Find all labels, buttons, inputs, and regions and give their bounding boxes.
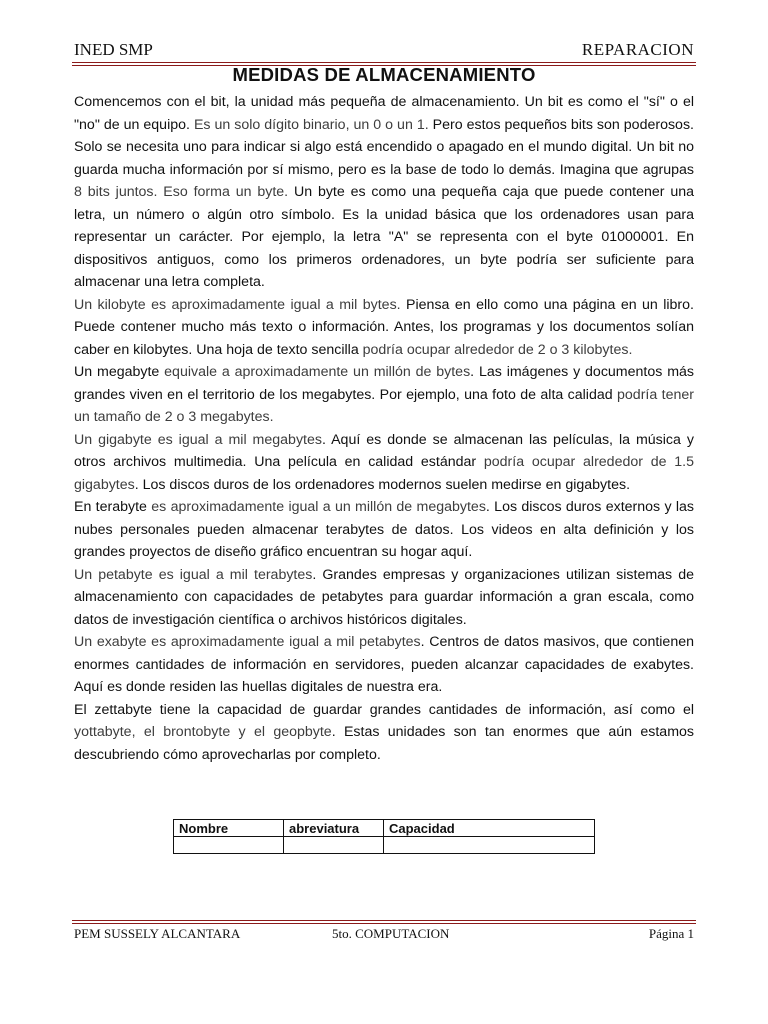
highlighted-phrase: es aproximadamente igual a un millón de megabytes: [151, 499, 486, 515]
table-header-row: [174, 820, 595, 837]
body-paragraph: [74, 294, 694, 362]
text-segment: Piensa en ello como una página en un libro. Puede contener mucho más texto o información. Antes, los programas y los documentos solían caber en kilobytes. Una hoja de texto sencilla: [74, 296, 694, 358]
footer-rule-thin: [72, 923, 696, 924]
header-course: REPARACION: [581, 40, 694, 59]
table-cell[interactable]: [384, 837, 595, 854]
footer-rule: [72, 920, 696, 921]
text-segment: Comencemos con el bit, la unidad más pequeña de almacenamiento. Un bit es como el "sí" o el "no" de un equipo.: [74, 94, 694, 133]
document-body: [74, 91, 694, 766]
table-header-capacidad: Capacidad: [384, 820, 595, 837]
body-paragraph: [74, 564, 694, 632]
footer-page-number: Página 1: [648, 926, 694, 941]
text-segment: Un megabyte: [74, 364, 165, 380]
text-segment: En terabyte: [74, 499, 152, 515]
table-header-nombre: Nombre: [174, 820, 284, 837]
footer-grade: 5to. COMPUTACION: [332, 926, 450, 941]
text-segment: . Los discos duros externos y las nubes personales pueden almacenar terabytes de datos. Los videos en alta definición y los grandes proyectos de diseño gráfico encuentran su hogar aquí.: [74, 499, 694, 560]
table-cell[interactable]: [174, 837, 284, 854]
body-paragraph: [74, 699, 694, 767]
page-footer: [74, 926, 694, 946]
highlighted-phrase: Un kilobyte es aproximadamente igual a mil bytes.: [74, 296, 401, 313]
highlighted-phrase: Un gigabyte es igual a mil megabytes: [74, 431, 322, 448]
text-segment: . Estas unidades son tan enormes que aún estamos descubriendo cómo aprovecharlas por completo.: [74, 724, 694, 763]
body-paragraph: [74, 496, 694, 564]
highlighted-phrase: podría ocupar alrededor de 2 o 3 kilobytes.: [362, 341, 633, 358]
highlighted-phrase: podría ocupar alrededor de 1.5 gigabytes: [74, 454, 694, 493]
body-paragraph: [74, 429, 694, 497]
units-table: [173, 819, 595, 854]
document-title: MEDIDAS DE ALMACENAMIENTO: [232, 64, 536, 85]
highlighted-phrase: 8 bits juntos. Eso forma un byte.: [74, 184, 289, 200]
highlighted-phrase: podría tener un tamaño de 2 o 3 megabytes.: [74, 386, 694, 425]
text-segment: . Centros de datos masivos, que contienen enormes cantidades de información en servidores, pueden alcanzar capacidades de exabytes. Aquí es donde residen las huellas digitales de nuestra era.: [74, 634, 694, 695]
text-segment: Un byte es como una pequeña caja que puede contener una letra, un número o algún otro símbolo. Es la unidad básica que los ordenadores usan para representar un carácter. Por ejemplo, la letra "A" se representa con el byte 01000001. En dispositivos antiguos, como los primeros ordenadores, un byte podría ser suficiente para almacenar una letra completa.: [74, 184, 694, 290]
header-institution: INED SMP: [74, 40, 153, 59]
highlighted-phrase: equivale a aproximadamente un millón de bytes: [164, 364, 471, 380]
table-cell[interactable]: [284, 837, 384, 854]
highlighted-phrase: Un petabyte es igual a mil terabytes: [74, 566, 313, 583]
text-segment: . Aquí es donde se almacenan las películas, la música y otros archivos multimedia. Una película en calidad estándar: [74, 431, 694, 470]
text-segment: . Los discos duros de los ordenadores modernos suelen medirse en gigabytes.: [134, 476, 631, 493]
page-header: [74, 40, 694, 64]
text-segment: . Las imágenes y documentos más grandes viven en el territorio de los megabytes. Por ejemplo, una foto de alta calidad: [74, 364, 694, 403]
text-segment: El zettabyte tiene la capacidad de guardar grandes cantidades de información, así como el: [74, 701, 694, 718]
text-segment: Pero estos pequeños bits son poderosos. Solo se necesita uno para indicar si algo está encendido o apagado en el mundo digital. Un bit no guarda mucha información por sí mismo, pero es la base de todo lo demás. Imagina que agrupas: [74, 116, 694, 178]
table-header-abreviatura: abreviatura: [284, 820, 384, 837]
highlighted-phrase: Es un solo dígito binario, un 0 o un 1.: [193, 116, 429, 133]
highlighted-phrase: Un exabyte es aproximadamente igual a mil petabytes: [74, 634, 421, 650]
header-rule: [72, 62, 696, 63]
text-segment: . Grandes empresas y organizaciones utilizan sistemas de almacenamiento con capacidades de petabytes para guardar información a gran escala, como datos de investigación científica o archivos históricos digitales.: [74, 566, 695, 628]
table-row: [174, 837, 595, 854]
highlighted-phrase: yottabyte, el brontobyte y el geopbyte: [74, 724, 332, 740]
body-paragraph: [74, 361, 694, 429]
footer-author: PEM SUSSELY ALCANTARA: [74, 926, 241, 941]
body-paragraph: [74, 91, 694, 294]
body-paragraph: [74, 631, 694, 699]
